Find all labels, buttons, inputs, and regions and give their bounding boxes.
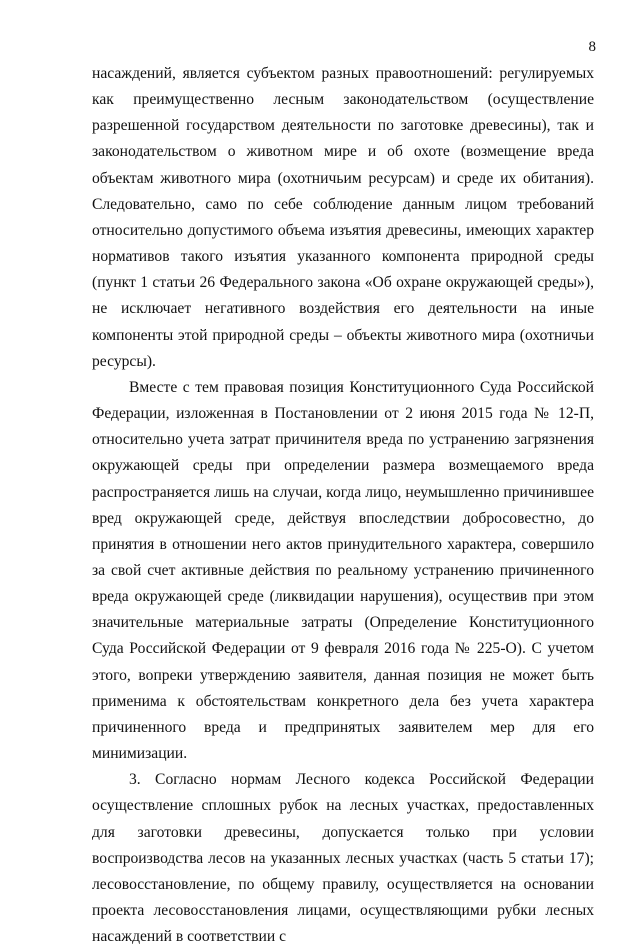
paragraph-continuation: насаждений, является субъектом разных правоотношений: регулируемых как преимущественно лесным законодательством (осуществление разрешенной государством деятельности по заготовке древесины), так и законодательством о животном мире и об охоте (возмещение вреда объектам животного мира (охотничьим ресурсам) и среде их обитания). Следовательно, само по себе соблюдение данным лицом требований относительно допустимого объема изъятия древесины, имеющих характер нормативов такого изъятия указанного компонента природной среды (пункт 1 статьи 26 Федерального закона «Об охране окружающей среды»), не исключает негативного воздействия его деятельности на иные компоненты этой природной среды – объекты животного мира (охотничьи ресурсы). bbox=[92, 65, 594, 370]
document-body bbox=[92, 61, 594, 950]
page-number: 8 bbox=[588, 39, 596, 55]
paragraph-constitutional-court-position: Вместе с тем правовая позиция Конституционного Суда Российской Федерации, изложенная в Постановлении от 2 июня 2015 года № 12-П, относительно учета затрат причинителя вреда по устранению загрязнения окружающей среды при определении размера возмещаемого вреда распространяется лишь на случаи, когда лицо, неумышленно причинившее вред окружающей среде, действуя впоследствии добросовестно, до принятия в отношении него актов принудительного характера, совершило за свой счет активные действия по реальному устранению причиненного вреда окружающей среде (ликвидации нарушения), осуществив при этом значительные материальные затраты (Определение Конституционного Суда Российской Федерации от 9 февраля 2016 года № 225-О). С учетом этого, вопреки утверждению заявителя, данная позиция не может быть применима к обстоятельствам конкретного дела без учета характера причиненного вреда и предпринятых заявителем мер для его минимизации. bbox=[92, 378, 594, 763]
paragraph-forest-code: 3. Согласно нормам Лесного кодекса Российской Федерации осуществление сплошных рубок на лесных участках, предоставленных для заготовки древесины, допускается только при условии воспроизводства лесов на указанных лесных участках (часть 5 статьи 17); лесовосстановление, по общему правилу, осуществляется на основании проекта лесовосстановления лицами, осуществляющими рубки лесных насаждений в соответствии с bbox=[92, 771, 594, 946]
